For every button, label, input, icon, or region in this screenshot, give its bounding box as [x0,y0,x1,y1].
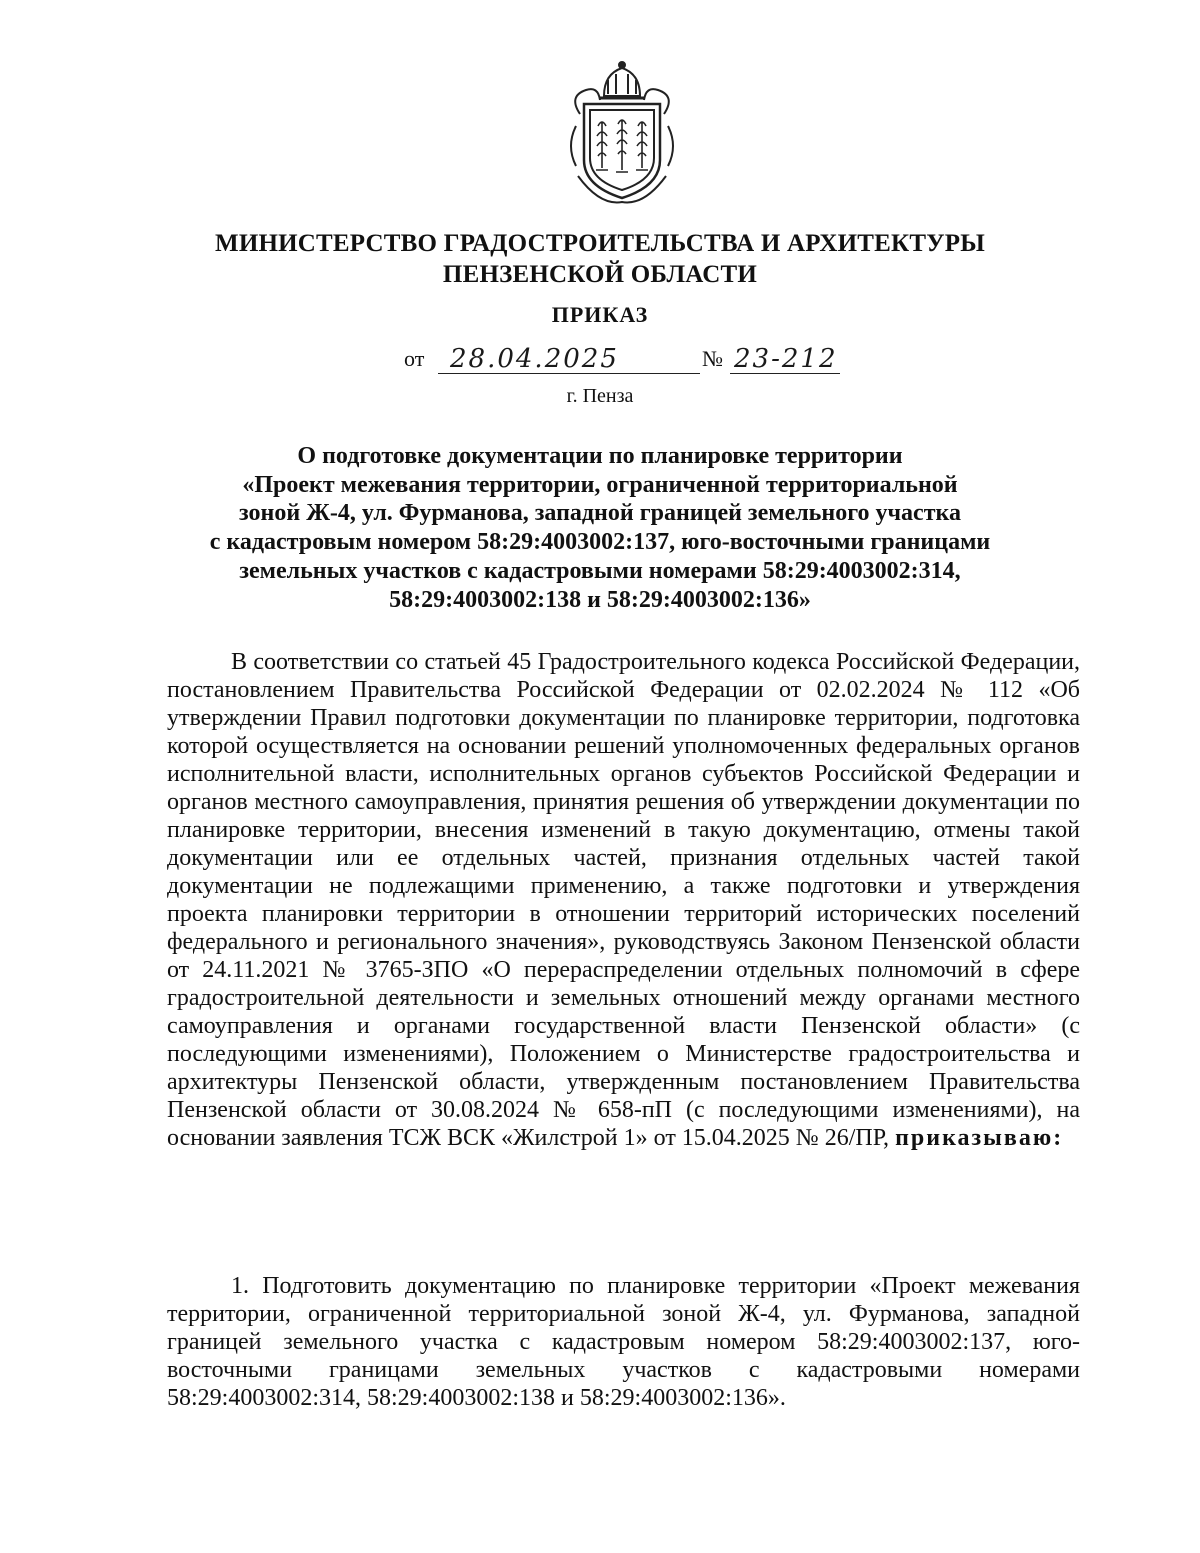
ministry-line-2: ПЕНЗЕНСКОЙ ОБЛАСТИ [442,261,758,288]
ministry-line-1: МИНИСТЕРСТВО ГРАДОСТРОИТЕЛЬСТВА И АРХИТЕКТУРЫ [215,230,985,257]
preamble-paragraph [167,648,1080,1152]
subject-line: «Проект межевания территории, ограниченной территориальной [242,471,958,498]
coat-of-arms-icon [560,56,684,206]
subject-line: 58:29:4003002:138 и 58:29:4003002:136» [389,586,811,613]
clause-1-paragraph [167,1272,1080,1412]
subject-line: О подготовке документации по планировке территории [297,443,903,469]
date-prefix: от [404,346,425,371]
subject-line: с кадастровым номером 58:29:4003002:137, юго-восточными границами [209,529,991,556]
number-prefix: № [702,346,723,371]
city: г. Пенза [566,385,634,407]
document-type: ПРИКАЗ [551,302,649,327]
order-date-number [404,344,864,378]
date-handwritten: 28.04.2025 [450,344,619,374]
clause-1-text: 1. Подготовить документацию по планировке территории «Проект межевания территории, ограниченной территориальной зоной Ж-4, ул. Фурманова, западной границей земельного участка с кадастровым номером 58:29:4003002:137, юго-восточными границами земельных участков с кадастровыми номерами 58:29:4003002:314, 58:29:4003002:138 и 58:29:4003002:136». [167,1273,1080,1411]
order-verb: приказываю: [895,1125,1064,1151]
preamble-text: В соответствии со статьей 45 Градостроительного кодекса Российской Федерации, постановлением Правительства Российской Федерации от 02.02.2024 № 112 «Об утверждении Правил подготовки документации по планировке территории, подготовка которой осуществляется на основании решений уполномоченных федеральных органов исполнительной власти, исполнительных органов субъектов Российской Федерации и органов местного самоуправления, принятия решения об утверждении документации по планировке территории, внесения изменений в такую документацию, отмены такой документации или ее отдельных частей, признания отдельных частей такой документации не подлежащими применению, а также подготовки и утверждения проекта планировки территории в отношении территорий исторических поселений федерального и регионального значения», руководствуясь Законом Пензенской области от 24.11.2021 № 3765-ЗПО «О перераспределении отдельных полномочий в сфере градостроительной деятельности и земельных отношений между органами местного самоуправления и органами государственной власти Пензенской области» (с последующими изменениями), Положением о Министерстве градостроительства и архитектуры Пензенской области, утвержденным постановлением Правительства Пензенской области от 30.08.2024 № 658-пП (с последующими изменениями), на основании заявления ТСЖ ВСК «Жилстрой 1» от 15.04.2025 № 26/ПР, [167,649,1080,1151]
number-handwritten: 23-212 [734,344,838,374]
ministry-name [0,228,1200,290]
order-subject [120,442,1080,614]
subject-line: земельных участков с кадастровыми номерами 58:29:4003002:314, [239,557,961,584]
subject-line: зоной Ж-4, ул. Фурманова, западной границей земельного участка [239,500,961,527]
